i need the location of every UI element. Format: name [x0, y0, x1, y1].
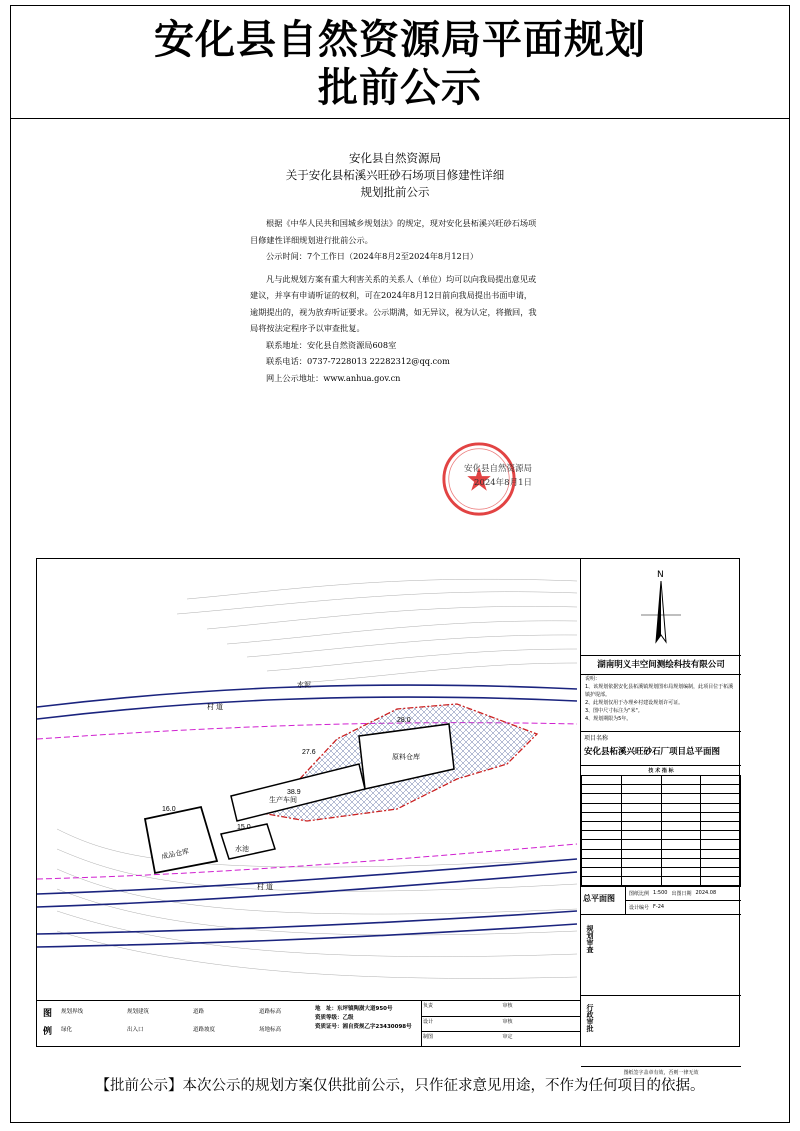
dim-38-9: 38.9: [287, 789, 301, 796]
notice-heading-line2: 规划批前公示: [360, 185, 430, 199]
drawing-info: [581, 886, 741, 914]
sign-cell: 负责: [422, 1001, 502, 1017]
sign-date: 2024年8月1日: [474, 478, 532, 488]
site-plan: [36, 558, 740, 1077]
sign-cell: 审核: [502, 1001, 582, 1017]
drawing-meta: [626, 887, 741, 914]
dim-16: 16.0: [162, 806, 176, 813]
legend-item: 规划建筑: [127, 1009, 150, 1015]
note-item: 4、规划期限为5年。: [585, 716, 632, 722]
sign-cell: 审定: [502, 1034, 513, 1041]
dim-15-a: 15.0: [237, 824, 251, 831]
title-block: [580, 559, 741, 1077]
notice-signature: [464, 462, 532, 490]
tech-table: [581, 775, 741, 886]
notice-heading: [250, 150, 540, 201]
notes-title: 说明：: [585, 676, 601, 682]
legend-item: 绿化: [61, 1027, 73, 1033]
notice-para1: 根据《中华人民共和国城乡规划法》的规定，现对安化县柘溪兴旺砂石场项目修建性详细规划进行批前公示。: [250, 218, 537, 245]
legend-title: 图例: [43, 1009, 53, 1037]
dim-27-6: 27.6: [302, 749, 316, 756]
road-label-top: 村 道: [207, 704, 223, 711]
admin-approval-label: 行政审批: [586, 1004, 594, 1033]
title-box: [11, 6, 789, 119]
legend-item: 道路坡度: [193, 1027, 216, 1033]
scale-value: 1:500: [653, 890, 668, 897]
date-label: 出图日期: [671, 891, 692, 898]
validity-note: 图纸签字盖章有效，否则一律无效: [581, 1066, 741, 1078]
page-title: 安化县自然资源局平面规划: [154, 17, 646, 63]
project-block: [581, 731, 741, 1078]
page-subtitle: 批前公示: [318, 65, 482, 111]
label-pool: 水池: [235, 846, 249, 853]
label-workshop: 生产车间: [269, 797, 297, 804]
notice-address: 联系地址：安化县自然资源局608室: [266, 339, 397, 350]
qualification-line: 资质等级：乙级: [315, 1015, 354, 1021]
sign-cell: 审核: [502, 1017, 582, 1033]
legend-item: 道路标高: [259, 1009, 282, 1015]
svg-text:N: N: [657, 570, 664, 580]
date-value: 2024.08: [695, 890, 717, 897]
footer-disclaimer: 【批前公示】本次公示的规划方案仅供批前公示，只作征求意见用途，不作为任何项目的依据。: [95, 1078, 705, 1094]
notice-tel: 联系电话：0737-7228013 22282312@qq.com: [266, 356, 450, 366]
notice-body: [250, 215, 540, 386]
legend-item: 道路: [193, 1009, 205, 1015]
label-raw-material: 原料仓库: [392, 754, 420, 761]
note-item: 3、图中尺寸标注为"米"。: [585, 708, 643, 714]
notice-org: 安化县自然资源局: [349, 151, 441, 165]
tech-title: 技 术 指 标: [581, 765, 741, 775]
project-label: 项目名称: [584, 735, 609, 742]
scale-label: 图纸比例: [629, 891, 650, 898]
sign-cell: 制图: [423, 1034, 434, 1041]
legend: [37, 1000, 580, 1047]
note-item: 2、此规划仅用于办理乡村建设规划许可证。: [585, 700, 684, 706]
dim-28: 28.0: [397, 717, 411, 724]
company-name: 湖南明义丰空间测绘科技有限公司: [581, 655, 741, 675]
notice-web: 网上公示地址：www.anhua.gov.cn: [266, 372, 401, 383]
drawing-no-value: F-24: [653, 904, 665, 911]
admin-approval-box: [581, 995, 741, 1066]
plan-notes: [585, 675, 737, 723]
drawing-name: 总平面图: [581, 887, 626, 914]
planning-review-label: 规划审查: [586, 925, 594, 954]
building-finished-goods: [145, 807, 217, 873]
notice-document: [250, 150, 540, 550]
label-finished-goods: 成品仓库: [160, 848, 190, 861]
legend-items: [61, 1007, 319, 1033]
water-label: 水泥: [297, 682, 311, 689]
note-item: 1、该规划依据安化县柘溪镇规划图布局规划编制，此项目位于柘溪镇护堤部。: [585, 684, 734, 698]
notice-para3: 凡与此规划方案有重大利害关系的关系人（单位）均可以向我局提出意见或建议，并享有申请听证的权利，可在2024年8月12日前向我局提出书面申请，逾期提出的，视为放弃听证要求。公示期满，如无异议，视为认定，将撤回，我局将按法定程序予以审查批复。: [250, 273, 537, 333]
signature-grid: [421, 1001, 581, 1047]
planning-review-box: [581, 914, 741, 995]
legend-item: 场地标高: [259, 1027, 282, 1033]
license-line: 资质证号：湘自资规乙字23430098号: [315, 1024, 412, 1030]
site-plan-drawing: [37, 559, 580, 1000]
project-name: 安化县柘溪兴旺砂石厂项目总平面图: [584, 747, 721, 757]
sign-cell: 设计: [422, 1017, 502, 1033]
legend-item: 出入口: [127, 1027, 144, 1033]
notice-para2: 公示时间：7个工作日（2024年8月2至2024年8月12日）: [266, 251, 479, 261]
north-arrow-icon: [636, 567, 686, 647]
drawing-no-label: 设计编号: [629, 905, 650, 912]
notice-heading-line1: 关于安化县柘溪兴旺砂石场项目修建性详细: [285, 168, 505, 182]
sign-org: 安化县自然资源局: [463, 464, 532, 474]
legend-item: 规划界线: [61, 1009, 84, 1015]
road-label-bottom: 村 道: [257, 884, 273, 891]
designer-address: [315, 1005, 412, 1032]
address-line: 地 址：东坪镇陶澍大道950号: [315, 1006, 393, 1012]
